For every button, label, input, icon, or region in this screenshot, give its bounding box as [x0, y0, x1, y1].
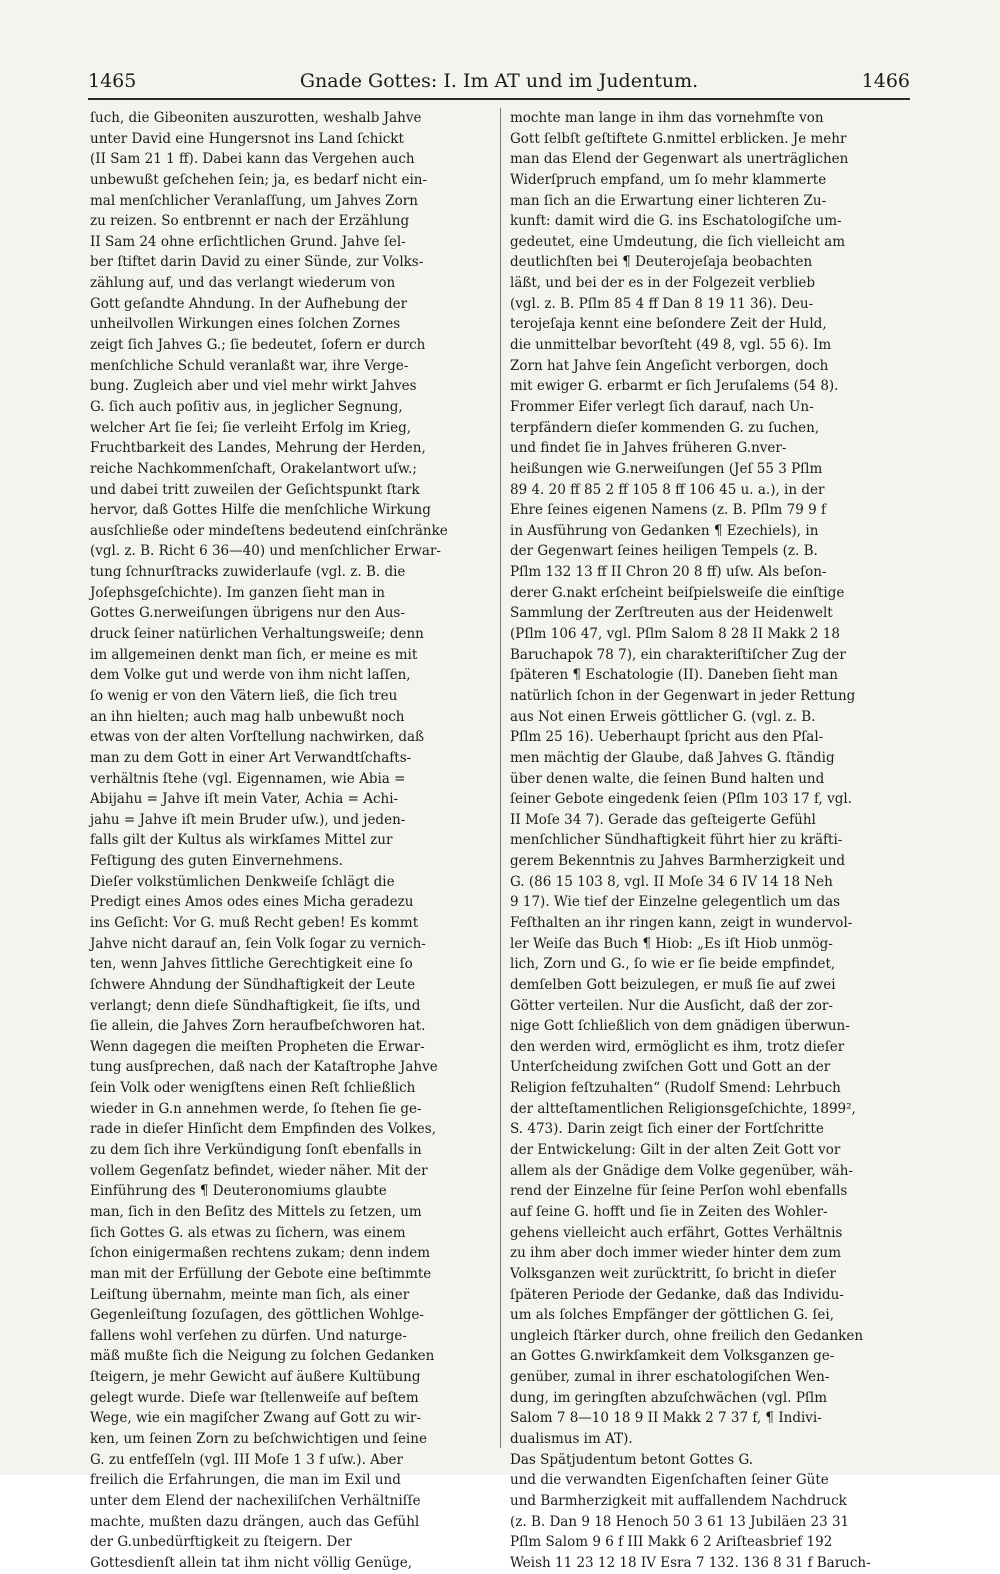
text-line: man zu dem Gott in einer Art Verwandtſchafts-: [90, 749, 412, 766]
running-title: Gnade Gottes: I. Im AT und im Judentum.: [299, 70, 699, 92]
text-line: Pſlm 25 16). Ueberhaupt ſpricht aus den Pſal-: [510, 729, 824, 746]
text-line: Wenn dagegen die meiſten Propheten die Erwar-: [90, 1038, 425, 1055]
text-line: G. ſich auch poſitiv aus, in jeglicher Segnung,: [90, 398, 403, 415]
text-line: läßt, und bei der es in der Folgezeit verblieb: [510, 275, 816, 292]
text-line: und findet ſie in Jahves früheren G.nver-: [510, 440, 787, 457]
text-line: tung ſchnurſtracks zuwiderlaufe (vgl. z. B. die: [90, 564, 406, 581]
text-line: mäß mußte ſich die Neigung zu ſolchen Gedanken: [90, 1348, 435, 1365]
text-line: bung. Zugleich aber und viel mehr wirkt Jahves: [90, 378, 417, 395]
text-line: Religion feſtzuhalten“ (Rudolf Smend: Lehrbuch: [510, 1080, 841, 1097]
text-line: über denen walte, die ſeinen Bund halten und: [510, 770, 825, 787]
text-line: (z. B. Dan 9 18 Henoch 50 3 61 13 Jubiläen 23 31: [510, 1513, 850, 1530]
text-line: G. (86 15 103 8, vgl. II Moſe 34 6 IV 14 18 Neh: [510, 873, 833, 890]
text-line: auf ſeine G. hofft und ſie in Zeiten des Wohler-: [510, 1203, 828, 1220]
text-line: mochte man lange in ihm das vornehmſte von: [510, 110, 824, 126]
text-line: der Entwickelung: Gilt in der alten Zeit Gott vor: [510, 1142, 841, 1159]
text-line: verlangt; denn dieſe Sündhaftigkeit, ſie iſts, und: [90, 997, 421, 1014]
text-line: und Barmherzigkeit mit auffallendem Nachdruck: [510, 1492, 847, 1509]
text-line: demſelben Gott beizulegen, er muß ſie auf zwei: [510, 976, 836, 993]
text-line: ſchon einigermaßen rechtens zukam; denn indem: [90, 1245, 431, 1262]
text-line: mal menſchlicher Veranlaſſung, um Jahves Zorn: [90, 192, 418, 209]
text-line: ausſchließe oder mindeſtens bedeutend einſchränke: [90, 522, 448, 539]
text-line: rend der Einzelne für ſeine Perſon wohl ebenfalls: [510, 1183, 848, 1200]
text-line: reiche Nachkommenſchaft, Orakelantwort uſw.;: [90, 460, 417, 477]
text-line: im allgemeinen denkt man ſich, er meine es mit: [90, 646, 418, 663]
text-line: gedeutet, eine Umdeutung, die ſich vielleicht am: [510, 233, 846, 250]
text-line: unter dem Elend der nachexiliſchen Verhältniſſe: [90, 1492, 421, 1509]
text-line: der G.unbedürftigkeit zu ſteigern. Der: [90, 1534, 352, 1551]
text-line: Abijahu = Jahve iſt mein Vater, Achia = Achi-: [90, 791, 399, 808]
text-line: Fruchtbarkeit des Landes, Mehrung der Herden,: [90, 440, 426, 457]
text-line: terojeſaja kennt eine beſondere Zeit der Huld,: [510, 316, 827, 333]
text-line: ungleich ſtärker durch, ohne freilich den Gedanken: [510, 1327, 864, 1344]
text-line: in Ausführung von Gedanken ¶ Ezechiels), in: [510, 522, 819, 539]
text-line: men mächtig der Glaube, daß Jahves G. ſtändig: [510, 749, 835, 766]
text-line: Sammlung der Zerſtreuten aus der Heidenwelt: [510, 605, 833, 622]
text-line: rade in dieſer Hinſicht dem Empfinden des Volkes,: [90, 1121, 437, 1138]
page-number-right: 1466: [861, 70, 910, 92]
text-line: (vgl. z. B. Richt 6 36—40) und menſchlicher Erwar-: [90, 543, 441, 560]
text-line: Baruchapok 78 7), ein charakteriſtiſcher Zug der: [510, 646, 846, 663]
text-line: Gegenleiſtung ſozuſagen, des göttlichen Wohlge-: [90, 1307, 424, 1324]
column-divider: [500, 108, 501, 1448]
text-line: Jahve nicht darauf an, ſein Volk ſogar zu vernich-: [90, 935, 426, 952]
text-line: zählung auf, und das verlangt wiederum von: [90, 275, 396, 292]
page-number-left: 1465: [88, 70, 137, 92]
text-line: jahu = Jahve iſt mein Bruder uſw.), und jeden-: [90, 811, 406, 828]
text-line: falls gilt der Kultus als wirkſames Mittel zur: [90, 832, 393, 849]
text-line: ler Weiſe das Buch ¶ Hiob: „Es iſt Hiob unmög-: [510, 935, 833, 952]
text-line: wieder in G.n annehmen werde, ſo ſtehen ſie ge-: [90, 1100, 422, 1117]
text-line: Dieſer volkstümlichen Denkweiſe ſchlägt die: [90, 873, 395, 890]
text-line: ſie allein, die Jahves Zorn heraufbeſchworen hat.: [90, 1018, 426, 1035]
text-line: die unmittelbar bevorſteht (49 8, vgl. 55 6). Im: [510, 337, 832, 354]
text-line: und die verwandten Eigenſchaften ſeiner Güte: [510, 1472, 829, 1489]
text-line: kunft: damit wird die G. ins Eschatologiſche um-: [510, 213, 842, 230]
text-line: tung ausſprechen, daß nach der Kataſtrophe Jahve: [90, 1059, 438, 1076]
text-line: Pſlm Salom 9 6 f III Makk 6 2 Ariſteasbrief 192: [510, 1534, 833, 1551]
text-line: S. 473). Darin zeigt ſich einer der Fortſchritte: [510, 1121, 824, 1138]
text-line: (Pſlm 106 47, vgl. Pſlm Salom 8 28 II Makk 2 18: [510, 626, 840, 643]
text-line: II Moſe 34 7). Gerade das geſteigerte Gefühl: [510, 811, 816, 828]
text-line: mit ewiger G. erbarmt er ſich Jeruſalems (54 8).: [510, 378, 839, 395]
text-line: menſchliche Schuld veranlaßt war, ihre Verge-: [90, 357, 409, 374]
text-line: welcher Art ſie ſei; ſie verleiht Erfolg im Krieg,: [90, 419, 412, 436]
text-line: Widerſpruch empfand, um ſo mehr klammerte: [510, 171, 827, 188]
text-line: 89 4. 20 ff 85 2 ff 105 8 ff 106 45 u. a.), in der: [510, 481, 825, 498]
text-line: Feſthalten an ihr ringen kann, zeigt in wundervol-: [510, 914, 853, 931]
text-line: Gottes G.nerweiſungen übrigens nur den Aus-: [90, 605, 405, 622]
text-line: deutlichſten bei ¶ Deuterojeſaja beobachten: [510, 254, 813, 271]
text-line: ins Geſicht: Vor G. muß Recht geben! Es kommt: [90, 914, 419, 931]
text-line: ſuch, die Gibeoniten auszurotten, weshalb Jahve: [90, 110, 422, 126]
text-line: an ihn hielten; auch mag halb unbewußt noch: [90, 708, 405, 725]
text-line: man mit der Erfüllung der Gebote eine beſtimmte: [90, 1265, 432, 1282]
text-line: um als ſolches Empfänger der göttlichen G. ſei,: [510, 1307, 835, 1324]
text-line: Frommer Eifer verlegt ſich darauf, nach Un-: [510, 398, 814, 415]
text-line: Gottesdienſt allein tat ihm nicht völlig Genüge,: [90, 1554, 413, 1571]
left-column: [90, 108, 486, 1571]
text-line: Unterſcheidung zwiſchen Gott und Gott an der: [510, 1059, 831, 1076]
text-line: Götter verteilen. Nur die Ausſicht, daß der zor-: [510, 997, 833, 1014]
text-line: ten, wenn Jahves ſittliche Gerechtigkeit eine ſo: [90, 956, 413, 973]
text-line: dem Volke gut und werde von ihm nicht laſſen,: [90, 667, 411, 684]
text-line: zu dem ſich ihre Verkündigung ſonſt ebenfalls in: [90, 1142, 422, 1159]
text-line: heißungen wie G.nerweiſungen (Jeſ 55 3 Pſlm: [510, 460, 823, 477]
text-line: gerem Bekenntnis zu Jahves Barmherzigkeit und: [510, 853, 846, 870]
text-line: ſpäteren ¶ Eschatologie (II). Daneben ſieht man: [510, 667, 838, 684]
text-line: gelegt wurde. Dieſe war ſtellenweiſe auf beſtem: [90, 1389, 419, 1406]
text-line: derer G.nakt erſcheint beiſpielsweiſe die einſtige: [510, 584, 845, 601]
text-line: gehens vielleicht auch erfährt, Gottes Verhältnis: [510, 1224, 843, 1241]
text-line: ſpäteren Periode der Gedanke, daß das Individu-: [510, 1286, 844, 1303]
text-line: unbewußt geſchehen ſein; ja, es bedarf nicht ein-: [90, 171, 428, 188]
text-line: ken, um ſeinen Zorn zu beſchwichtigen und ſeine: [90, 1431, 427, 1447]
text-line: dung, im geringſten abzuſchwächen (vgl. Pſlm: [510, 1389, 828, 1406]
page-header: [88, 70, 910, 98]
text-line: und dabei tritt zuweilen der Geſichtspunkt ſtark: [90, 481, 420, 498]
text-line: menſchlicher Sündhaftigkeit führt hier zu kräfti-: [510, 832, 843, 849]
text-line: Zorn hat Jahve ſein Angeſicht verborgen, doch: [510, 357, 829, 374]
text-line: (II Sam 21 1 ff). Dabei kann das Vergehen auch: [90, 151, 415, 168]
text-line: fallens wohl verſehen zu dürfen. Und naturge-: [90, 1327, 407, 1344]
text-line: man, ſich in den Beſitz des Mittels zu ſetzen, um: [90, 1203, 422, 1220]
text-line: Einführung des ¶ Deuteronomiums glaubte: [90, 1183, 387, 1200]
text-line: unheilvollen Wirkungen eines ſolchen Zornes: [90, 316, 401, 333]
text-line: Joſephsgeſchichte). Im ganzen ſieht man in: [90, 584, 385, 601]
text-line: machte, mußten dazu drängen, auch das Gefühl: [90, 1513, 420, 1530]
text-line: ſo wenig er von den Vätern ließ, die ſich treu: [90, 687, 398, 704]
text-line: Gott geſandte Ahndung. In der Aufhebung der: [90, 295, 408, 312]
text-line: (vgl. z. B. Pſlm 85 4 ff Dan 8 19 11 36). Deu-: [510, 295, 814, 312]
text-line: Wege, wie ein magiſcher Zwang auf Gott zu wir-: [90, 1410, 421, 1427]
text-line: II Sam 24 ohne erſichtlichen Grund. Jahve ſel-: [90, 233, 406, 250]
text-line: Volksganzen weit zurücktritt, ſo bricht in dieſer: [510, 1265, 836, 1282]
text-line: lich, Zorn und G., ſo wie er ſie beide empfindet,: [510, 956, 836, 973]
text-line: aus Not einen Erweis göttlicher G. (vgl. z. B.: [510, 708, 816, 725]
text-line: Gott ſelbſt geſtiftete G.nmittel erblicken. Je mehr: [510, 130, 847, 147]
text-line: der Gegenwart ſeines heiligen Tempels (z. B.: [510, 543, 818, 560]
text-line: man das Elend der Gegenwart als unerträglichen: [510, 151, 849, 168]
text-line: nige Gott ſchließlich von dem gnädigen überwun-: [510, 1018, 850, 1035]
right-column: [510, 108, 906, 1571]
text-line: genüber, zumal in ihrer eschatologiſchen Wen-: [510, 1369, 830, 1386]
text-line: ſchwere Ahndung der Sündhaftigkeit der Leute: [90, 976, 416, 993]
text-line: den werden wird, ermöglicht es ihm, trotz dieſer: [510, 1038, 845, 1055]
text-line: Salom 7 8—10 18 9 II Makk 2 7 37 f, ¶ Indivi-: [510, 1410, 822, 1427]
text-line: 9 17). Wie tief der Einzelne gelegentlich um das: [510, 894, 841, 911]
text-line: G. zu entfeſſeln (vgl. III Moſe 1 3 f uſw.). Aber: [90, 1451, 403, 1468]
text-line: ſeiner Gebote eingedenk ſeien (Pſlm 103 17 f, vgl.: [510, 791, 852, 808]
text-line: zu reizen. So entbrennt er nach der Erzählung: [90, 213, 410, 230]
text-line: zeigt ſich Jahves G.; ſie bedeutet, ſofern er durch: [90, 337, 426, 354]
text-line: Pſlm 132 13 ff II Chron 20 8 ff) uſw. Als beſon-: [510, 564, 827, 581]
text-line: hervor, daß Gottes Hilfe die menſchliche Wirkung: [90, 502, 431, 519]
text-line: Leiſtung übernahm, meinte man ſich, als einer: [90, 1286, 410, 1303]
text-line: der altteſtamentlichen Religionsgeſchichte, 1899²,: [510, 1100, 856, 1117]
text-line: unter David eine Hungersnot ins Land ſchickt: [90, 130, 404, 147]
text-line: druck ſeiner natürlichen Verhaltungsweiſe; denn: [90, 626, 424, 643]
text-line: Weish 11 23 12 18 IV Esra 7 132. 136 8 31 f Baruch-: [510, 1554, 871, 1571]
text-line: freilich die Erfahrungen, die man im Exil und: [90, 1472, 401, 1489]
text-line: vollem Gegenſatz befindet, wieder näher. Mit der: [90, 1162, 428, 1179]
header-rule: [88, 98, 910, 100]
text-line: Ehre ſeines eigenen Namens (z. B. Pſlm 79 9 f: [510, 502, 826, 519]
text-line: ber ſtiftet darin David zu einer Sünde, zur Volks-: [90, 254, 424, 271]
text-line: ſein Volk oder wenigſtens einen Reſt ſchließlich: [90, 1080, 416, 1097]
text-line: allem als der Gnädige dem Volke gegenüber, wäh-: [510, 1162, 853, 1179]
text-line: an Gottes G.nwirkſamkeit dem Volksganzen ge-: [510, 1348, 835, 1365]
text-line: dualismus im AT).: [510, 1431, 633, 1447]
text-line: Das Spätjudentum betont Gottes G.: [510, 1451, 754, 1468]
text-line: terpfändern dieſer kommenden G. zu ſuchen,: [510, 419, 820, 436]
text-line: man ſich an die Erwartung einer lichteren Zu-: [510, 192, 827, 209]
text-line: zu ihm aber doch immer wieder hinter dem zum: [510, 1245, 842, 1262]
text-line: verhältnis ſtehe (vgl. Eigennamen, wie Abia =: [90, 770, 406, 787]
text-line: ſich Gottes G. als etwas zu ſichern, was einem: [90, 1224, 406, 1241]
text-line: Predigt eines Amos odes eines Micha geradezu: [90, 894, 414, 911]
text-line: Feſtigung des guten Einvernehmens.: [90, 853, 343, 870]
text-line: etwas von der alten Vorſtellung nachwirken, daß: [90, 729, 425, 746]
text-line: natürlich ſchon in der Gegenwart in jeder Rettung: [510, 687, 856, 704]
text-line: ſteigern, je mehr Gewicht auf äußere Kultübung: [90, 1369, 421, 1386]
